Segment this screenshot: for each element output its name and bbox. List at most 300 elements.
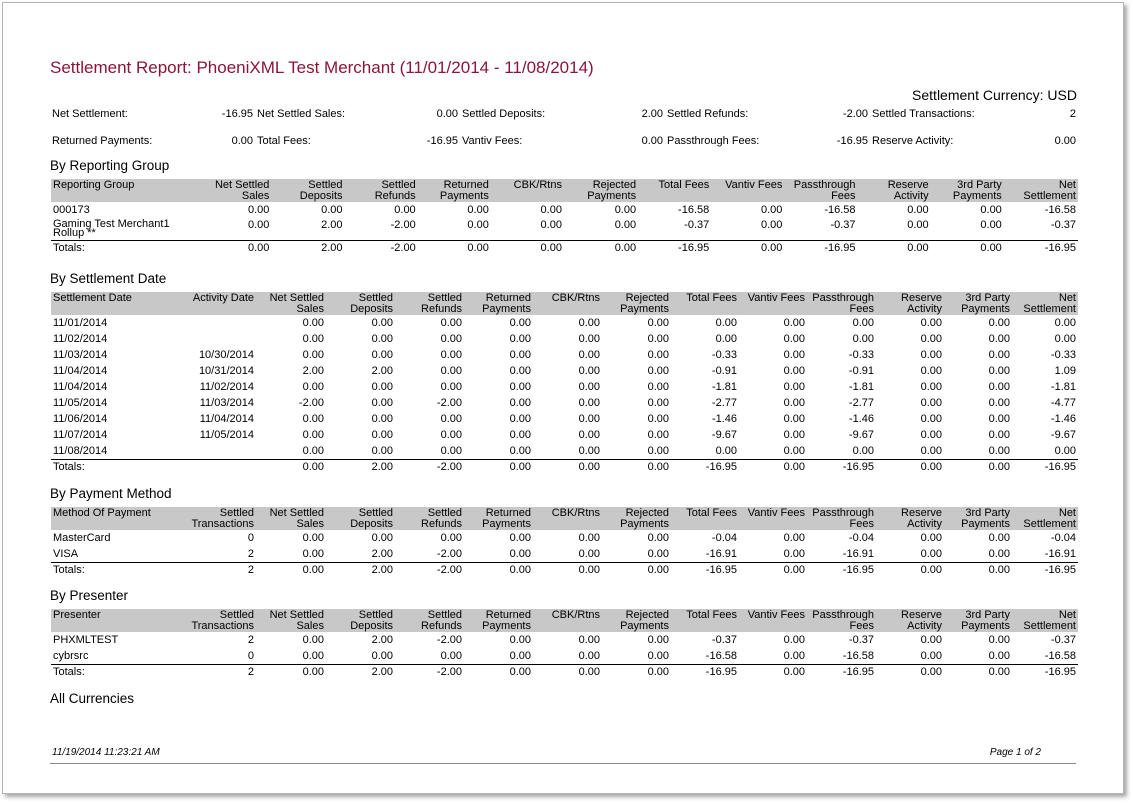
column-header: Vantiv Fees bbox=[711, 179, 784, 202]
table-cell: 0.00 bbox=[1054, 332, 1076, 345]
table-cell: 0.00 bbox=[509, 364, 531, 377]
presenter-table bbox=[51, 609, 1078, 680]
summary-label: Vantiv Fees: bbox=[462, 135, 523, 147]
totals-cell: 2.00 bbox=[271, 241, 344, 257]
table-cell: cybrsrc bbox=[53, 649, 89, 662]
table-cell: 0.00 bbox=[578, 348, 600, 361]
column-header: Net Settled Sales bbox=[201, 179, 271, 202]
table-cell: 0.00 bbox=[371, 396, 393, 409]
totals-cell: 0.00 bbox=[564, 241, 638, 257]
column-header: 3rd Party Payments bbox=[944, 507, 1012, 530]
table-cell: -0.91 bbox=[711, 364, 737, 377]
totals-cell: 2 bbox=[186, 665, 256, 681]
table-cell: -0.37 bbox=[1050, 633, 1076, 646]
table-cell: 0.00 bbox=[578, 380, 600, 393]
table-cell: 11/01/2014 bbox=[53, 316, 108, 329]
table-cell: 0.00 bbox=[920, 396, 942, 409]
table-cell bbox=[186, 331, 256, 347]
table-row bbox=[51, 546, 1078, 563]
table-cell: 0.00 bbox=[578, 412, 600, 425]
table-cell: -0.33 bbox=[1050, 348, 1076, 361]
table-cell: 0.00 bbox=[920, 633, 942, 646]
table-cell: 0.00 bbox=[715, 444, 737, 457]
column-header: Returned Payments bbox=[418, 179, 491, 202]
table-cell: 0.00 bbox=[371, 412, 393, 425]
table-cell: 0.00 bbox=[715, 316, 737, 329]
table-cell: -9.67 bbox=[711, 428, 737, 441]
table-cell: 0.00 bbox=[647, 633, 669, 646]
table-cell: 0.00 bbox=[578, 396, 600, 409]
totals-cell: 0.00 bbox=[256, 563, 326, 579]
table-row bbox=[51, 648, 1078, 665]
table-header-row bbox=[51, 507, 1078, 530]
table-cell: 0.00 bbox=[321, 203, 343, 216]
table-cell: 0.00 bbox=[578, 316, 600, 329]
table-cell: 0.00 bbox=[302, 412, 324, 425]
table-cell: 0.00 bbox=[783, 396, 805, 409]
table-cell: 0.00 bbox=[783, 428, 805, 441]
table-cell: 11/04/2014 bbox=[53, 364, 108, 377]
table-header-row bbox=[51, 179, 1078, 202]
section-title-settlement-date: By Settlement Date bbox=[50, 271, 167, 286]
totals-cell: Totals: bbox=[51, 665, 186, 681]
table-cell: -0.37 bbox=[1050, 219, 1076, 231]
column-header: Net Settlement bbox=[1012, 292, 1078, 315]
column-header: Settled Refunds bbox=[345, 179, 418, 202]
table-cell: 0.00 bbox=[920, 316, 942, 329]
table-cell: 0.00 bbox=[988, 444, 1010, 457]
table-cell: -2.77 bbox=[848, 396, 874, 409]
summary-row bbox=[50, 136, 1078, 163]
totals-cell: 0.00 bbox=[739, 460, 807, 476]
column-header: Rejected Payments bbox=[564, 179, 638, 202]
summary-value: -16.95 bbox=[221, 108, 253, 120]
totals-cell: -16.95 bbox=[671, 563, 739, 579]
totals-cell: 2.00 bbox=[326, 563, 395, 579]
column-header: Settled Deposits bbox=[326, 507, 395, 530]
table-cell: 0.00 bbox=[440, 364, 462, 377]
summary-value: 2 bbox=[1069, 108, 1076, 120]
table-cell: 000173 bbox=[53, 203, 90, 216]
table-cell: PHXMLTEST bbox=[53, 633, 119, 646]
totals-row bbox=[51, 460, 1078, 476]
table-cell: 0.00 bbox=[647, 444, 669, 457]
column-header: Settled Transactions bbox=[186, 609, 256, 632]
table-cell: 0.00 bbox=[783, 316, 805, 329]
summary-row bbox=[50, 109, 1078, 136]
summary-value: -2.00 bbox=[842, 108, 868, 120]
totals-cell: 0.00 bbox=[464, 563, 533, 579]
table-row bbox=[51, 363, 1078, 379]
column-header: Settled Deposits bbox=[326, 292, 395, 315]
summary-label: Net Settled Sales: bbox=[257, 108, 346, 120]
totals-cell: -16.95 bbox=[1012, 460, 1078, 476]
table-cell: 0.00 bbox=[783, 547, 805, 560]
summary-label: Reserve Activity: bbox=[872, 135, 954, 147]
column-header: Settlement Date bbox=[51, 292, 186, 315]
table-cell: 11/07/2014 bbox=[53, 428, 108, 441]
totals-cell: -2.00 bbox=[395, 460, 464, 476]
table-cell: 0.00 bbox=[920, 364, 942, 377]
totals-cell: 2.00 bbox=[326, 665, 395, 681]
totals-cell: 0.00 bbox=[491, 241, 564, 257]
table-cell: 0.00 bbox=[302, 332, 324, 345]
summary-table bbox=[50, 109, 1078, 163]
column-header: Rejected Payments bbox=[602, 292, 671, 315]
footer-page-number: Page 1 of 2 bbox=[989, 747, 1041, 758]
payment-method-table bbox=[51, 507, 1078, 578]
table-cell bbox=[186, 315, 256, 331]
table-cell: 0.00 bbox=[509, 412, 531, 425]
table-row bbox=[51, 443, 1078, 460]
column-header: CBK/Rtns bbox=[491, 179, 564, 202]
table-cell: 0.00 bbox=[647, 316, 669, 329]
column-header: Total Fees bbox=[638, 179, 711, 202]
totals-cell: 0.00 bbox=[931, 241, 1004, 257]
table-cell: 0.00 bbox=[783, 531, 805, 544]
table-cell: -0.91 bbox=[848, 364, 874, 377]
totals-row bbox=[51, 665, 1078, 681]
table-cell: 0.00 bbox=[578, 332, 600, 345]
table-cell: 0.00 bbox=[783, 364, 805, 377]
table-cell: 0.00 bbox=[920, 332, 942, 345]
totals-cell: 0.00 bbox=[464, 460, 533, 476]
table-cell: -0.04 bbox=[848, 531, 874, 544]
table-cell: 11/03/2014 bbox=[53, 348, 108, 361]
table-cell: 0.00 bbox=[783, 633, 805, 646]
column-header: Reporting Group bbox=[51, 179, 201, 202]
totals-cell: 0.00 bbox=[418, 241, 491, 257]
totals-cell: 0.00 bbox=[876, 460, 944, 476]
column-header: Vantiv Fees bbox=[739, 609, 807, 632]
totals-cell: 0.00 bbox=[533, 460, 602, 476]
reporting-group-table bbox=[51, 179, 1078, 256]
table-cell: -1.81 bbox=[848, 380, 874, 393]
table-cell: -0.37 bbox=[830, 219, 856, 231]
column-header: CBK/Rtns bbox=[533, 609, 602, 632]
table-cell: 11/02/2014 bbox=[199, 380, 254, 393]
totals-cell: 0.00 bbox=[876, 563, 944, 579]
table-cell: 0.00 bbox=[302, 316, 324, 329]
table-cell: 0.00 bbox=[988, 316, 1010, 329]
totals-cell: -16.95 bbox=[807, 665, 876, 681]
column-header: Passthrough Fees bbox=[807, 292, 876, 315]
column-header: Settled Transactions bbox=[186, 507, 256, 530]
summary-label: Settled Transactions: bbox=[872, 108, 975, 120]
table-cell: -16.91 bbox=[842, 547, 874, 560]
table-cell: 0.00 bbox=[302, 428, 324, 441]
table-cell: -16.91 bbox=[705, 547, 737, 560]
column-header: Settled Deposits bbox=[326, 609, 395, 632]
column-header: Settled Refunds bbox=[395, 292, 464, 315]
table-cell: 0.00 bbox=[509, 316, 531, 329]
table-cell: 0.00 bbox=[578, 364, 600, 377]
column-header: Returned Payments bbox=[464, 609, 533, 632]
table-cell: -9.67 bbox=[1050, 428, 1076, 441]
table-header-row bbox=[51, 292, 1078, 315]
table-cell: 0.00 bbox=[988, 332, 1010, 345]
table-cell: 0.00 bbox=[647, 364, 669, 377]
table-cell: -2.00 bbox=[436, 633, 462, 646]
table-cell: 0.00 bbox=[783, 444, 805, 457]
column-header: Presenter bbox=[51, 609, 186, 632]
totals-cell: 0.00 bbox=[944, 665, 1012, 681]
table-cell: 0.00 bbox=[394, 203, 416, 216]
table-cell: 0.00 bbox=[1054, 444, 1076, 457]
table-cell: 0.00 bbox=[440, 332, 462, 345]
table-cell: 0.00 bbox=[852, 332, 874, 345]
table-cell: 0.00 bbox=[783, 380, 805, 393]
table-cell: 0.00 bbox=[647, 332, 669, 345]
table-cell: 11/03/2014 bbox=[199, 396, 254, 409]
table-cell: 0.00 bbox=[440, 531, 462, 544]
table-cell: 0.00 bbox=[988, 380, 1010, 393]
table-cell: 0.00 bbox=[783, 649, 805, 662]
table-cell: -1.46 bbox=[711, 412, 737, 425]
totals-cell: 0.00 bbox=[711, 241, 784, 257]
totals-cell: -16.95 bbox=[638, 241, 711, 257]
table-row bbox=[51, 427, 1078, 443]
column-header: Vantiv Fees bbox=[739, 507, 807, 530]
section-title-reporting-group: By Reporting Group bbox=[50, 158, 170, 173]
column-header: Net Settlement bbox=[1012, 609, 1078, 632]
table-cell: Gaming Test Merchant1 Rollup ** bbox=[53, 218, 170, 239]
totals-row bbox=[51, 563, 1078, 579]
table-cell: 0.00 bbox=[980, 203, 1002, 216]
table-row bbox=[51, 395, 1078, 411]
totals-cell: 0.00 bbox=[944, 460, 1012, 476]
table-cell: 0.00 bbox=[302, 444, 324, 457]
summary-label: Returned Payments: bbox=[52, 135, 153, 147]
table-cell: 0.00 bbox=[647, 396, 669, 409]
table-cell: -16.58 bbox=[678, 203, 710, 216]
section-title-payment-method: By Payment Method bbox=[50, 486, 172, 501]
totals-cell: -2.00 bbox=[395, 563, 464, 579]
table-cell: 0.00 bbox=[440, 649, 462, 662]
table-row bbox=[51, 202, 1078, 218]
column-header: Reserve Activity bbox=[876, 507, 944, 530]
table-cell: VISA bbox=[53, 547, 79, 560]
column-header: Total Fees bbox=[671, 292, 739, 315]
summary-label: Total Fees: bbox=[257, 135, 311, 147]
totals-row bbox=[51, 241, 1078, 257]
table-cell bbox=[186, 443, 256, 460]
table-row bbox=[51, 411, 1078, 427]
column-header: Net Settled Sales bbox=[256, 609, 326, 632]
table-cell: 0.00 bbox=[715, 332, 737, 345]
table-cell: 0.00 bbox=[920, 412, 942, 425]
table-cell: 2.00 bbox=[371, 547, 393, 560]
table-cell: 0.00 bbox=[509, 332, 531, 345]
table-cell: 0.00 bbox=[371, 444, 393, 457]
summary-value: 0.00 bbox=[436, 108, 458, 120]
totals-cell: -2.00 bbox=[345, 241, 418, 257]
table-cell: 0.00 bbox=[988, 649, 1010, 662]
table-cell: 0.00 bbox=[578, 428, 600, 441]
table-cell: 0.00 bbox=[988, 348, 1010, 361]
table-cell: -1.81 bbox=[1050, 380, 1076, 393]
table-cell: 0.00 bbox=[440, 380, 462, 393]
column-header: Settled Deposits bbox=[271, 179, 344, 202]
totals-cell bbox=[186, 460, 256, 476]
column-header: Vantiv Fees bbox=[739, 292, 807, 315]
column-header: Net Settlement bbox=[1012, 507, 1078, 530]
table-cell: 0.00 bbox=[578, 633, 600, 646]
table-cell: -0.33 bbox=[711, 348, 737, 361]
column-header: 3rd Party Payments bbox=[931, 179, 1004, 202]
table-cell: 0.00 bbox=[440, 316, 462, 329]
table-cell: -1.81 bbox=[711, 380, 737, 393]
table-row bbox=[51, 315, 1078, 331]
column-header: Settled Refunds bbox=[395, 507, 464, 530]
totals-cell: -16.95 bbox=[807, 563, 876, 579]
table-cell: 1.09 bbox=[1054, 364, 1076, 377]
table-cell: 10/30/2014 bbox=[198, 348, 254, 361]
table-cell: 0.00 bbox=[852, 444, 874, 457]
totals-cell: -16.95 bbox=[1004, 241, 1078, 257]
table-cell: 0.00 bbox=[614, 219, 637, 231]
table-cell: 0.00 bbox=[647, 380, 669, 393]
summary-label: Settled Refunds: bbox=[667, 108, 749, 120]
table-cell: 0.00 bbox=[509, 547, 531, 560]
totals-cell: 2 bbox=[186, 563, 256, 579]
totals-cell: Totals: bbox=[51, 563, 186, 579]
column-header: 3rd Party Payments bbox=[944, 292, 1012, 315]
table-cell: 10/31/2014 bbox=[198, 364, 254, 377]
table-cell: -16.58 bbox=[842, 649, 874, 662]
column-header: Passthrough Fees bbox=[784, 179, 857, 202]
table-cell: 0.00 bbox=[760, 219, 783, 231]
table-cell: 0.00 bbox=[371, 348, 393, 361]
table-cell: 2 bbox=[247, 633, 254, 646]
table-cell: 0.00 bbox=[920, 348, 942, 361]
totals-cell: 0.00 bbox=[876, 665, 944, 681]
table-cell: 0.00 bbox=[509, 531, 531, 544]
table-cell: 0.00 bbox=[980, 219, 1002, 231]
table-row bbox=[51, 530, 1078, 546]
footer-divider bbox=[50, 763, 1076, 764]
table-cell: 0.00 bbox=[371, 428, 393, 441]
table-row bbox=[51, 379, 1078, 395]
column-header: Passthrough Fees bbox=[807, 609, 876, 632]
table-cell: 0.00 bbox=[988, 633, 1010, 646]
totals-cell: -16.95 bbox=[671, 665, 739, 681]
table-cell: -9.67 bbox=[848, 428, 874, 441]
section-title-presenter: By Presenter bbox=[50, 588, 129, 603]
table-cell: 0.00 bbox=[302, 649, 324, 662]
table-cell: 0.00 bbox=[371, 332, 393, 345]
table-row bbox=[51, 632, 1078, 648]
totals-cell: 2.00 bbox=[326, 460, 395, 476]
table-cell: 11/04/2014 bbox=[199, 412, 254, 425]
summary-value: -16.95 bbox=[426, 135, 458, 147]
summary-value: 2.00 bbox=[641, 108, 663, 120]
section-title-all-currencies: All Currencies bbox=[50, 691, 135, 706]
table-cell: 0.00 bbox=[1054, 316, 1076, 329]
column-header: Net Settled Sales bbox=[256, 507, 326, 530]
table-cell: 2.00 bbox=[321, 219, 343, 231]
table-cell: -16.58 bbox=[705, 649, 737, 662]
table-cell: 0.00 bbox=[302, 531, 324, 544]
table-cell: 0.00 bbox=[371, 316, 393, 329]
table-cell: 0.00 bbox=[509, 444, 531, 457]
table-cell: 0.00 bbox=[302, 348, 324, 361]
table-cell: 0.00 bbox=[907, 203, 929, 216]
summary-label: Passthrough Fees: bbox=[667, 135, 760, 147]
table-cell: 0.00 bbox=[578, 649, 600, 662]
table-cell: 0.00 bbox=[988, 428, 1010, 441]
summary-label: Settled Deposits: bbox=[462, 108, 546, 120]
table-cell: 0.00 bbox=[988, 396, 1010, 409]
totals-cell: 0.00 bbox=[602, 665, 671, 681]
table-cell: 0.00 bbox=[852, 316, 874, 329]
table-cell: 0 bbox=[247, 649, 254, 662]
table-cell: 11/05/2014 bbox=[199, 428, 254, 441]
table-cell: -1.46 bbox=[1050, 412, 1076, 425]
totals-cell: -16.95 bbox=[807, 460, 876, 476]
table-cell: -2.00 bbox=[390, 219, 416, 231]
table-cell: 0.00 bbox=[467, 219, 489, 231]
column-header: Method Of Payment bbox=[51, 507, 186, 530]
table-cell: 0.00 bbox=[920, 428, 942, 441]
table-cell: 0.00 bbox=[907, 219, 929, 231]
table-cell: -0.37 bbox=[711, 633, 737, 646]
table-cell: 0.00 bbox=[371, 649, 393, 662]
column-header: CBK/Rtns bbox=[533, 292, 602, 315]
report-title: Settlement Report: PhoeniXML Test Merchant (11/01/2014 - 11/08/2014) bbox=[50, 58, 594, 77]
table-row bbox=[51, 331, 1078, 347]
table-cell: 0.00 bbox=[247, 203, 270, 216]
summary-value: -16.95 bbox=[836, 135, 868, 147]
table-cell: -16.58 bbox=[1044, 203, 1076, 216]
table-cell: 0.00 bbox=[302, 633, 324, 646]
summary-value: 0.00 bbox=[231, 135, 253, 147]
table-cell: 0.00 bbox=[302, 380, 324, 393]
table-cell: -2.00 bbox=[298, 396, 324, 409]
column-header: Rejected Payments bbox=[602, 507, 671, 530]
column-header: Rejected Payments bbox=[602, 609, 671, 632]
table-cell: 0.00 bbox=[988, 531, 1010, 544]
totals-cell: -16.95 bbox=[784, 241, 857, 257]
table-cell: 11/05/2014 bbox=[53, 396, 108, 409]
table-cell: 2 bbox=[247, 547, 254, 560]
table-cell: 0.00 bbox=[371, 531, 393, 544]
column-header: Settled Refunds bbox=[395, 609, 464, 632]
summary-value: 0.00 bbox=[1054, 135, 1076, 147]
table-cell: 0.00 bbox=[540, 219, 562, 231]
totals-cell: 0.00 bbox=[739, 563, 807, 579]
table-cell: 0.00 bbox=[578, 531, 600, 544]
table-cell: 0.00 bbox=[509, 396, 531, 409]
table-cell: 0.00 bbox=[783, 348, 805, 361]
table-cell: 11/06/2014 bbox=[53, 412, 108, 425]
table-cell: 0.00 bbox=[647, 547, 669, 560]
table-cell: 0.00 bbox=[988, 412, 1010, 425]
table-cell: 0.00 bbox=[440, 428, 462, 441]
table-header-row bbox=[51, 609, 1078, 632]
totals-cell: 0.00 bbox=[256, 665, 326, 681]
table-cell: MasterCard bbox=[53, 531, 111, 544]
table-cell: 0.00 bbox=[371, 380, 393, 393]
table-cell: 2.00 bbox=[302, 364, 324, 377]
totals-cell: 0.00 bbox=[533, 665, 602, 681]
table-cell: 11/02/2014 bbox=[53, 332, 108, 345]
totals-cell: -16.95 bbox=[671, 460, 739, 476]
table-cell: 0.00 bbox=[540, 203, 562, 216]
totals-cell: Totals: bbox=[51, 460, 186, 476]
table-cell: 0.00 bbox=[920, 547, 942, 560]
column-header: Activity Date bbox=[186, 292, 256, 315]
